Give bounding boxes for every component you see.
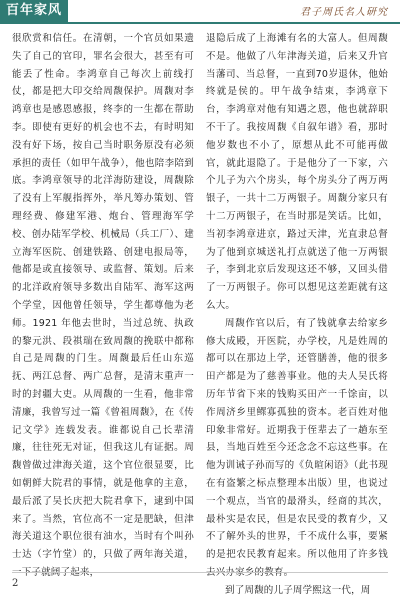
section-title: 百年家风: [0, 0, 68, 22]
paragraph: 退隐后成了上海滩有名的大富人。但周馥不是。他做了八年津海关道，后来又升官当藩司、当总督，一直到70岁退休，他始终就是侯的。甲午战争结束，李鸿章下台，李鸿章对他有知遇之恩，他也就辞职不干了。我按周馥《自叙年谱》看，那时他岁数也不小了，原想从此不可能再做官，就此退隐了。于是他分了一下家，六个儿子为六个房头，每个房头分了两万两银子，一共十二万两银子。周馥分家只有十二万两银子，在当时那是笑话。比如，当初李鸿章进京，路过天津，光直隶总督为了他到京城送礼打点就送了他一万两银子，李到北京后发现这还不够，又回头借了一万两银子。你可以想见这差距就有这么大。: [206, 33, 388, 311]
paragraph: 周馥作官以后，有了钱就拿去给家乡修大成殿，开医院，办学校，凡是姓周的都可以在那边上学，还管膳善，他的很多田产都是为了慈善事业。他的夫人吴氏将历年节省下来的钱购买田产一千馀亩，以作周济乡里鳏寡孤独的资本。老百姓对他印象非常好。近期我于侄辈去了一趟东至县，当地百姓至今还念念不忘这些事。在他为训诫子孙而写的《负暄闲语》（此书现在有盗繁之标点整理本出版）里，也说过一个观点，当官的最滑头，经商的其次，最朴实是农民，但是农民受的教育少，又不了解外头的世界，千不成什么事，要紧的是把农民教育起来。所以他用了许多钱: [206, 317, 388, 561]
body-columns: [12, 30, 388, 596]
footer-rule: [12, 572, 388, 573]
running-title: 君子周氏名人研究: [300, 7, 388, 18]
page-number: 2: [12, 578, 19, 589]
left-column: [12, 30, 194, 564]
right-column: [206, 30, 388, 596]
paragraph: 很欣赏和信任。在清朝，一个官员如果遗失了自己的官印，罪名会很大，甚至有可能丢了性命。李鸿章自己每次上前线打仗，都是把大印交给周馥保护。周馥对李鸿章也是感恩感报，终李的一生都在帮助李。即使有更好的机会也不去，有时明知没有好下场，按自己当时职务原没有必须承担的责任（如甲午战争），他也陪李陪到底。李鸿章领导的北洋海防建设，周馥除了没有上军舰指挥外，举凡筹办策划、管理经费、修建军港、炮台、管理海军学校、创办陆军学校、机械局（兵工厂）、建立海军医院、创建铁路、创建电报局等，他都是或直接领导、或监督、策划。后来的北洋政府领导多数出自陆军、海军这两个学堂，因他曾任领导，学生都尊他为老师。1921 年他去世时，当过总统、执政的黎元洪、段祺瑞在致周馥的挽联中都称自己是周馥的门生。周馥最后任山东巡抚、两江总督、两广总督，是清末重声一时的封疆大吏。从周馥的一生看，他非常清廉，我曾写过一篇《曾祖周馥》，在《传记文学》连载发表。谁都说自己长辈清廉，往往死无对证，但我这儿有证据。周馥曾做过津海关道，这个官位很显要，比如朝鲜大院君的事情，就是他拿的主意，最后派了吴长庆把大院君拿下，逮到中国来了。当然，官位高不一定是肥缺，但津海关道这个职位很有油水，当时有个叫孙士达（字竹堂）的，只做了两年海关道，: [12, 33, 194, 561]
header-rule: [0, 22, 400, 24]
page-header: [0, 0, 400, 24]
paragraph: 到了周馥的儿子周学熙这一代，周: [225, 584, 371, 596]
